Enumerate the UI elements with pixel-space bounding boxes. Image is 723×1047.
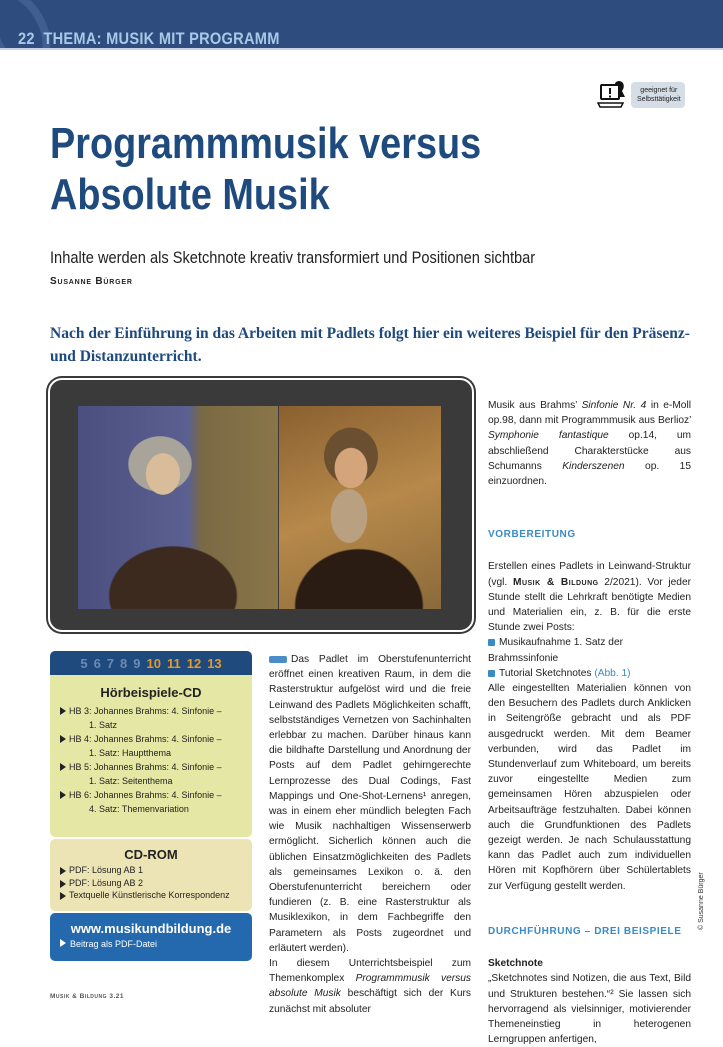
text: 2/2021). Vor jeder Stunde stellt die Lehrkraft benötigte Medien und Materialien ein, z. B. für die erste Stunde zwei Posts: bbox=[488, 576, 691, 634]
cdrom-item: Textquelle Künstlerische Korrespondenz bbox=[60, 889, 252, 902]
bullet-item bbox=[488, 635, 691, 665]
cdrom-box-title: CD-ROM bbox=[124, 847, 178, 862]
emphasis: Kinderszenen bbox=[562, 460, 625, 472]
berlioz-portrait-image bbox=[78, 406, 278, 609]
track-title: HB 6: Johannes Brahms: 4. Sinfonie – bbox=[69, 790, 222, 800]
emphasis: Programmmusik versus absolute Musik bbox=[269, 973, 471, 1000]
body-column-3 bbox=[488, 398, 691, 1047]
section-heading-durchfuehrung: DURCHFÜHRUNG – DREI BEISPIELE bbox=[488, 925, 682, 937]
text: beschäftigt sich der Kurs zunächst mit absoluter bbox=[269, 988, 471, 1015]
grade-12: 12 bbox=[186, 655, 202, 671]
text: In diesem Unterrichtsbeispiel zum Themenkomplex bbox=[269, 958, 471, 985]
page-footer: Musik & Bildung 3.21 bbox=[50, 993, 124, 1000]
text: op. 15 einzuordnen. bbox=[488, 460, 691, 488]
cdrom-box bbox=[50, 839, 252, 911]
badge-line1: geeignet für bbox=[640, 87, 678, 94]
text: Musik aus Brahms’ bbox=[488, 400, 582, 411]
article-subtitle: Inhalte werden als Sketchnote kreativ transformiert und Positionen sichtbar bbox=[50, 248, 536, 267]
text: in e-Moll op.98, dann mit Programmmusik aus Berlioz’ bbox=[488, 400, 691, 427]
bullet-text: Musikaufnahme 1. Satz der Brahmssinfonie bbox=[488, 637, 624, 664]
track-subtitle: 1. Satz: Seitenthema bbox=[89, 776, 173, 786]
website-box bbox=[50, 913, 252, 961]
text: op.14, um abschließend Charakterstücke aus Schumanns bbox=[488, 430, 691, 472]
track-title: HB 3: Johannes Brahms: 4. Sinfonie – bbox=[69, 706, 222, 716]
cd-track-item bbox=[60, 760, 252, 788]
padlet-marker-icon bbox=[269, 656, 287, 663]
self-study-badge bbox=[597, 79, 691, 111]
grade-10: 10 bbox=[146, 655, 161, 671]
grade-13: 13 bbox=[207, 655, 222, 671]
paragraph: „Sketchnotes sind Notizen, die aus Text, Bild und Strukturen bestehen.“² Sie lassen sich hervorragend als vielsinniger, motivierender Themeneinstieg in heterogenen Lerngruppen anfertigen, bbox=[488, 973, 691, 1046]
grade-levels-bar bbox=[50, 651, 252, 675]
title-line2: Absolute Musik bbox=[50, 170, 330, 219]
running-header bbox=[18, 30, 280, 48]
cd-track-item bbox=[60, 704, 252, 732]
paragraph: Alle eingestellten Materialien können von den Besuchern des Padlets durch Anklicken in Seitengröße gebracht und als PDF ausgedruckt werden. Mit dem Beamer verbunden, wird das Padlet im Stundenverlauf zum Whiteboard, um bereits zuvor eingestellte Medien zum gemeinsamen Hören abzuspielen oder Arbeitsaufträge festzuhalten. Dabei können auch die Grundfunktionen des Padlets gezeigt werden. Je nach Schulausstattung kann das Padlet auch zum individuellen Hören mit Kopfhörern über Schülertablets zur Verfügung gestellt werden. bbox=[488, 683, 691, 892]
emphasis: Sinfonie Nr. 4 bbox=[581, 400, 647, 411]
track-title: HB 4: Johannes Brahms: 4. Sinfonie – bbox=[69, 734, 222, 744]
subheading-sketchnote: Sketchnote bbox=[488, 958, 543, 970]
cd-track-item bbox=[60, 788, 252, 816]
square-bullet-icon bbox=[488, 639, 495, 646]
figure-reference-link[interactable]: (Abb. 1) bbox=[594, 667, 631, 679]
paragraph bbox=[488, 559, 691, 635]
paragraph bbox=[269, 956, 471, 1017]
emphasis: Symphonie fantastique bbox=[488, 430, 609, 442]
track-subtitle: 4. Satz: Themenvariation bbox=[89, 804, 189, 814]
website-url[interactable]: www.musikundbildung.de bbox=[70, 921, 232, 936]
section-title: THEMA: MUSIK MIT PROGRAMM bbox=[43, 29, 280, 48]
author-name: Susanne Bürger bbox=[50, 276, 133, 287]
brahms-portrait-image bbox=[279, 406, 441, 609]
pdf-download-link[interactable] bbox=[50, 939, 252, 949]
badge-label bbox=[631, 82, 685, 108]
title-line1: Programmmusik versus bbox=[50, 119, 482, 168]
text: Erstellen eines Padlets in Leinwand-Struktur (vgl. bbox=[488, 561, 691, 588]
cdrom-item: PDF: Lösung AB 1 bbox=[60, 864, 252, 877]
grade-8: 8 bbox=[120, 655, 128, 671]
cd-box-title: Hörbeispiele-CD bbox=[100, 685, 202, 700]
laptop-self-study-icon bbox=[597, 79, 637, 111]
tablet-image-frame bbox=[48, 378, 474, 632]
pdf-link-label: Beitrag als PDF-Datei bbox=[70, 939, 158, 949]
cd-track-item bbox=[60, 732, 252, 760]
image-credit: © Susanne Bürger bbox=[698, 872, 705, 930]
grade-7: 7 bbox=[106, 655, 115, 671]
section-heading-vorbereitung: VORBEREITUNG bbox=[488, 529, 576, 541]
cdrom-item: PDF: Lösung AB 2 bbox=[60, 877, 252, 890]
paragraph-text: Das Padlet im Oberstufenunterricht eröffnet einen kreativen Raum, in dem die Rasterstruktur aufgelöst wird und die freie Leinwand des Padlets Möglichkeiten schafft, selbstständiges Vernetzen von Sachinhalten erlebbar zu machen. Darüber hinaus kann die bildhafte Darstellung und Anordnung der Posts auf dem Padlet gehirngerechte Lernprozesse des Dual Codings, Fast Mappings und One-Shot-Lernens¹ anregen, was in einem eher mündlich belegten Fach wie Musik nachhaltigen Wissenserwerb ermöglicht. Sicherlich können auch die üblichen Einsatzmöglichkeiten des Padlets als gemeinsames Lexikon o. ä. den Oberstufenunterricht bereichern oder fundieren (z. B. eine Rasterstruktur als Musiklexikon, in dem Fachbegriffe den Parametern als Posts zugeordnet und erläutert werden). bbox=[269, 654, 471, 954]
page-number: 22 bbox=[18, 29, 35, 48]
cd-track-list bbox=[50, 704, 252, 816]
paragraph bbox=[488, 398, 691, 489]
cdrom-list bbox=[50, 864, 252, 902]
square-bullet-icon bbox=[488, 670, 495, 677]
track-subtitle: 1. Satz: Hauptthema bbox=[89, 748, 172, 758]
bullet-text: Tutorial Sketchnotes bbox=[499, 667, 595, 679]
grade-6: 6 bbox=[93, 655, 101, 671]
badge-line2: Selbsttätigkeit bbox=[637, 96, 681, 103]
grade-5: 5 bbox=[80, 655, 88, 671]
play-arrow-icon bbox=[60, 939, 66, 947]
audio-cd-box bbox=[50, 675, 252, 837]
article-title bbox=[50, 118, 532, 220]
article-intro: Nach der Einführung in das Arbeiten mit Padlets folgt hier ein weiteres Beispiel für den Präsenz- und Distanzunterricht. bbox=[50, 325, 690, 365]
grade-11: 11 bbox=[166, 655, 181, 671]
track-title: HB 5: Johannes Brahms: 4. Sinfonie – bbox=[69, 762, 222, 772]
paragraph bbox=[269, 652, 471, 956]
body-column-2 bbox=[269, 652, 471, 1017]
grade-9: 9 bbox=[133, 655, 141, 671]
page-header-band bbox=[0, 0, 723, 50]
journal-name: Musik & Bildung bbox=[512, 576, 599, 588]
track-subtitle: 1. Satz bbox=[89, 720, 118, 730]
bullet-item bbox=[488, 666, 691, 681]
